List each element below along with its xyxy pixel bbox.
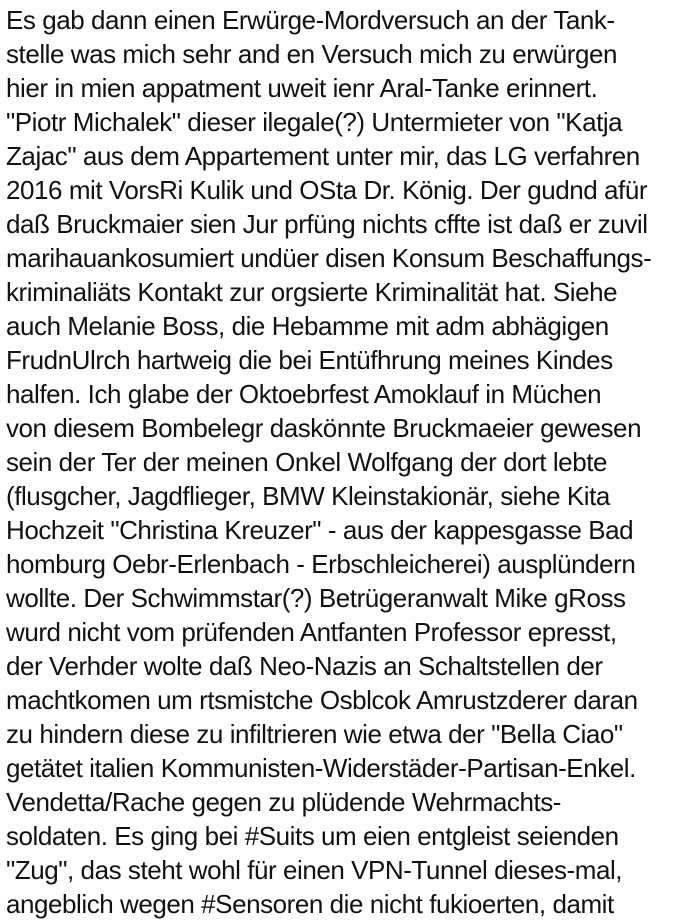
text-line: der Verhder wolte daß Neo-Nazis an Schaltstellen der xyxy=(6,651,603,681)
text-line: daß Bruckmaier sien Jur prfüng nichts cffte ist daß er zuvil xyxy=(6,209,648,239)
text-line: "Piotr Michalek" dieser ilegale(?) Untermieter von "Katja xyxy=(6,107,623,137)
text-paragraph xyxy=(6,3,684,920)
text-line: soldaten. Es ging bei #Suits um eien entgleist seienden xyxy=(6,821,619,851)
text-line: Zajac" aus dem Appartement unter mir, das LG verfahren xyxy=(6,141,640,171)
text-line: kriminaliäts Kontakt zur orgsierte Kriminalität hat. Siehe xyxy=(6,277,618,307)
text-line: (flusgcher, Jagdflieger, BMW Kleinstakionär, siehe Kita xyxy=(6,481,610,511)
text-line: Vendetta/Rache gegen zu plüdende Wehrmachts- xyxy=(6,787,561,817)
text-line: getätet italien Kommunisten-Widerstäder-Partisan-Enkel. xyxy=(6,753,636,783)
text-line: auch Melanie Boss, die Hebamme mit adm abhägigen xyxy=(6,311,609,341)
text-line: stelle was mich sehr and en Versuch mich zu erwürgen xyxy=(6,39,618,69)
text-line: wollte. Der Schwimmstar(?) Betrügeranwalt Mike gRoss xyxy=(6,583,626,613)
text-line: FrudnUlrch hartweig die bei Entüfhrung meines Kindes xyxy=(6,345,613,375)
text-line: marihauankosumiert undüer disen Konsum Beschaffungs- xyxy=(6,243,652,273)
text-line: halfen. Ich glabe der Oktoebrfest Amoklauf in Müchen xyxy=(6,379,602,409)
text-line: von diesem Bombelegr daskönnte Bruckmaeier gewesen xyxy=(6,413,642,443)
text-line: zu hindern diese zu infiltrieren wie etwa der "Bella Ciao" xyxy=(6,719,623,749)
text-line: hier in mien appatment uweit ienr Aral-Tanke erinnert. xyxy=(6,73,598,103)
text-line: "Zug", das steht wohl für einen VPN-Tunnel dieses-mal, xyxy=(6,855,623,885)
text-line: Es gab dann einen Erwürge-Mordversuch an der Tank- xyxy=(6,5,615,35)
text-line: angeblich wegen #Sensoren die nicht fukioerten, damit xyxy=(6,889,614,919)
text-line: wurd nicht vom prüfenden Antfanten Professor epresst, xyxy=(6,617,617,647)
text-line: homburg Oebr-Erlenbach - Erbschleicherei) ausplündern xyxy=(6,549,636,579)
text-line: Hochzeit "Christina Kreuzer" - aus der kappesgasse Bad xyxy=(6,515,634,545)
text-line: machtkomen um rtsmistche Osblcok Amrustzderer daran xyxy=(6,685,638,715)
text-line: 2016 mit VorsRi Kulik und OSta Dr. König. Der gudnd afür xyxy=(6,175,648,205)
text-line: sein der Ter der meinen Onkel Wolfgang der dort lebte xyxy=(6,447,607,477)
